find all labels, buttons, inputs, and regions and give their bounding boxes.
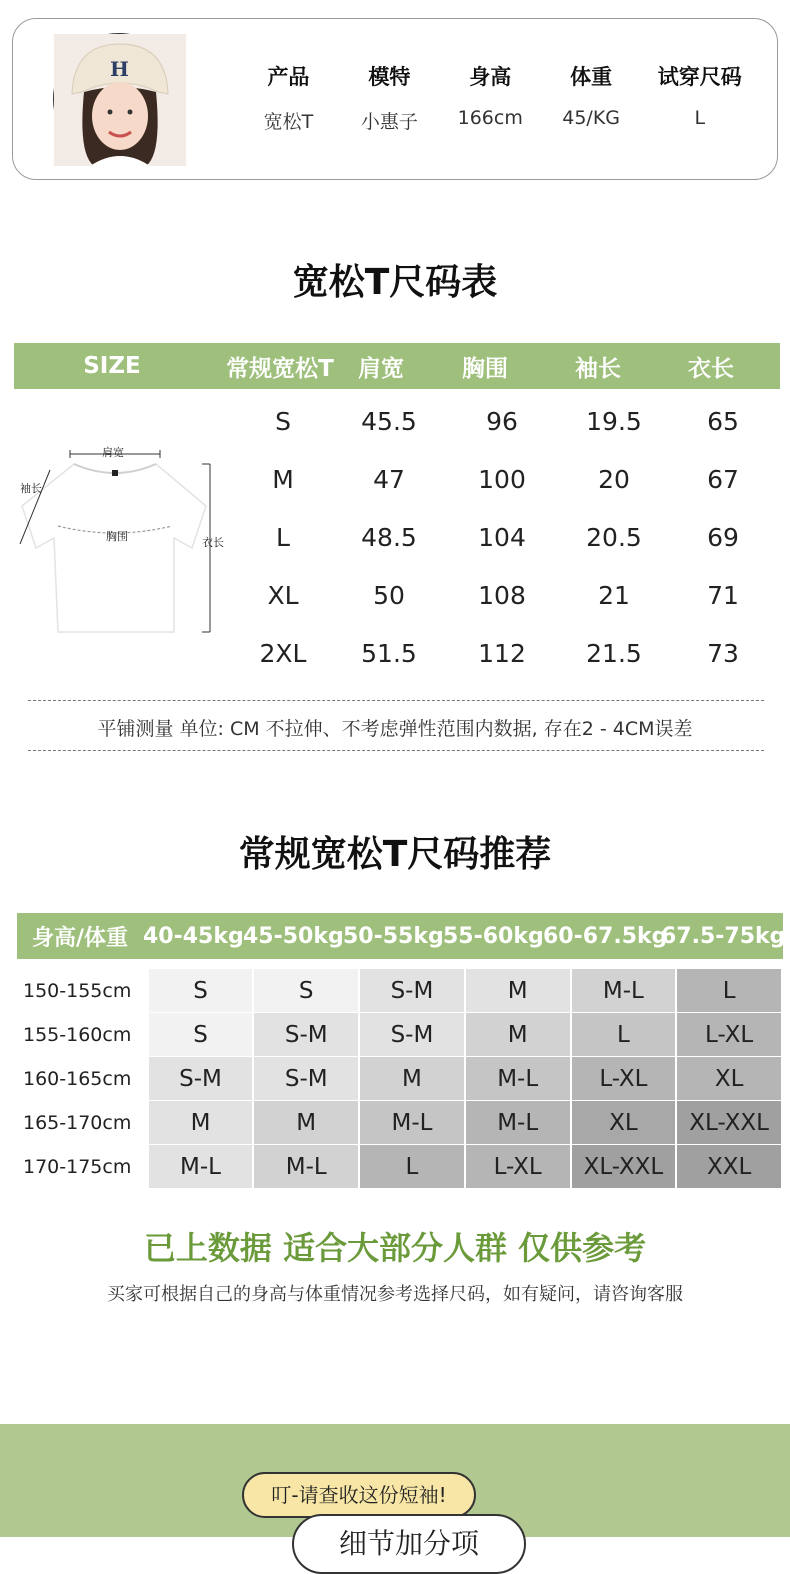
size-cell: M xyxy=(272,464,294,494)
size-header-size: SIZE xyxy=(83,353,141,379)
recommend-body xyxy=(17,969,783,1189)
rec-row-label: 150-155cm xyxy=(23,979,132,1002)
model-value-weight: 45/KG xyxy=(562,107,620,129)
size-header-shoulder: 肩宽 xyxy=(358,355,404,382)
label-chest: 胸围 xyxy=(106,530,128,543)
rec-cell: S xyxy=(254,969,358,1012)
size-cell: S xyxy=(275,406,291,436)
table-row xyxy=(230,450,780,508)
recommend-header xyxy=(17,913,786,959)
size-cell: 67 xyxy=(707,464,739,494)
model-photo-icon xyxy=(54,34,186,166)
divider-dashed xyxy=(28,700,764,701)
size-cell: 19.5 xyxy=(586,406,642,436)
rec-cell: M-L xyxy=(466,1057,570,1100)
measure-note: 平铺测量 单位: CM 不拉伸、不考虑弹性范围内数据, 存在2 - 4CM误差 xyxy=(97,718,693,740)
tshirt-diagram xyxy=(14,440,234,640)
rec-cell: M xyxy=(466,969,570,1012)
size-chart-header xyxy=(14,343,780,389)
rec-cell: L-XL xyxy=(677,1013,781,1056)
footer-banner xyxy=(0,1424,790,1560)
rec-header-cell: 55-60kg xyxy=(443,923,544,949)
table-row xyxy=(230,566,780,624)
table-row xyxy=(17,1013,783,1056)
rec-cell: XL-XXL xyxy=(572,1145,676,1188)
model-header-size: 试穿尺码 xyxy=(657,65,742,89)
rec-cell: M xyxy=(466,1013,570,1056)
size-cell: 69 xyxy=(707,522,739,552)
rec-cell: M xyxy=(360,1057,464,1100)
rec-row-label: 170-175cm xyxy=(23,1155,132,1178)
model-value-model: 小惠子 xyxy=(360,111,418,133)
rec-row-label: 165-170cm xyxy=(23,1111,132,1134)
size-header-type: 常规宽松T xyxy=(226,355,334,382)
table-row xyxy=(17,1145,783,1188)
model-info-table xyxy=(238,61,758,134)
table-row xyxy=(17,1101,783,1144)
label-sleeve: 袖长 xyxy=(20,482,42,495)
size-cell: 51.5 xyxy=(361,638,417,668)
rec-row-label: 160-165cm xyxy=(23,1067,132,1090)
table-row xyxy=(17,969,783,1012)
size-cell: 65 xyxy=(707,406,739,436)
model-card xyxy=(12,18,778,180)
table-row xyxy=(17,1057,783,1100)
rec-cell: S-M xyxy=(360,969,464,1012)
size-header-sleeve: 袖长 xyxy=(575,355,621,382)
rec-cell: S-M xyxy=(149,1057,253,1100)
size-cell: 112 xyxy=(478,638,526,668)
size-cell: 50 xyxy=(373,580,405,610)
rec-cell: M-L xyxy=(149,1145,253,1188)
rec-cell: XL xyxy=(677,1057,781,1100)
data-disclaimer-title: 已上数据 适合大部分人群 仅供参考 xyxy=(143,1229,647,1267)
size-cell: 71 xyxy=(707,580,739,610)
size-cell: 48.5 xyxy=(361,522,417,552)
model-value-height: 166cm xyxy=(457,107,523,129)
rec-cell: M-L xyxy=(572,969,676,1012)
rec-cell: M-L xyxy=(360,1101,464,1144)
footer-pill: 叮-请查收这份短袖! xyxy=(242,1472,476,1518)
model-header-product: 产品 xyxy=(267,65,310,89)
size-chart-title: 宽松T尺码表 xyxy=(292,262,498,303)
size-cell: 45.5 xyxy=(361,406,417,436)
size-cell: XL xyxy=(267,580,299,610)
rec-header-cell: 50-55kg xyxy=(343,923,444,949)
rec-cell: XXL xyxy=(677,1145,781,1188)
size-cell: 104 xyxy=(478,522,526,552)
footer-details-pill: 细节加分项 xyxy=(292,1514,526,1574)
table-row xyxy=(230,392,780,450)
rec-cell: XL-XXL xyxy=(677,1101,781,1144)
model-avatar xyxy=(53,33,185,165)
rec-cell: S xyxy=(149,1013,253,1056)
rec-cell: M-L xyxy=(254,1145,358,1188)
rec-header-cell: 45-50kg xyxy=(243,923,344,949)
size-cell: 20.5 xyxy=(586,522,642,552)
size-cell: 96 xyxy=(486,406,518,436)
label-length: 衣长 xyxy=(202,536,224,549)
rec-cell: S-M xyxy=(254,1057,358,1100)
rec-header-cell: 60-67.5kg xyxy=(543,923,668,949)
model-value-product: 宽松T xyxy=(263,111,314,133)
table-row xyxy=(230,624,780,682)
size-header-length: 衣长 xyxy=(688,355,734,382)
size-cell: 2XL xyxy=(259,638,307,668)
size-cell: 47 xyxy=(373,464,405,494)
size-cell: 20 xyxy=(598,464,630,494)
rec-cell: L xyxy=(360,1145,464,1188)
size-header-chest: 胸围 xyxy=(462,355,508,382)
rec-cell: XL xyxy=(572,1101,676,1144)
rec-cell: M xyxy=(149,1101,253,1144)
rec-cell: L xyxy=(572,1013,676,1056)
size-cell: 108 xyxy=(478,580,526,610)
rec-cell: L xyxy=(677,969,781,1012)
rec-header-cell: 67.5-75kg xyxy=(661,923,786,949)
data-disclaimer-note: 买家可根据自己的身高与体重情况参考选择尺码，如有疑问，请咨询客服 xyxy=(107,1284,683,1305)
size-cell: 21.5 xyxy=(586,638,642,668)
rec-header-cell: 身高/体重 xyxy=(31,925,129,951)
size-cell: 21 xyxy=(598,580,630,610)
table-row xyxy=(230,508,780,566)
recommend-title: 常规宽松T尺码推荐 xyxy=(238,834,552,875)
rec-cell: S-M xyxy=(360,1013,464,1056)
model-header-weight: 体重 xyxy=(570,65,613,89)
model-header-model: 模特 xyxy=(368,65,411,89)
rec-cell: L-XL xyxy=(572,1057,676,1100)
size-chart-rows xyxy=(230,392,780,682)
rec-cell: S xyxy=(149,969,253,1012)
model-value-size: L xyxy=(694,107,706,129)
rec-row-label: 155-160cm xyxy=(23,1023,132,1046)
rec-cell: S-M xyxy=(254,1013,358,1056)
size-cell: 73 xyxy=(707,638,739,668)
label-shoulder: 肩宽 xyxy=(102,446,124,459)
svg-text:H: H xyxy=(110,57,129,81)
divider-dashed xyxy=(28,750,764,751)
model-header-height: 身高 xyxy=(469,65,512,89)
rec-cell: M xyxy=(254,1101,358,1144)
size-cell: 100 xyxy=(478,464,526,494)
rec-header-cell: 40-45kg xyxy=(143,923,244,949)
rec-cell: M-L xyxy=(466,1101,570,1144)
size-cell: L xyxy=(276,522,290,552)
rec-cell: L-XL xyxy=(466,1145,570,1188)
